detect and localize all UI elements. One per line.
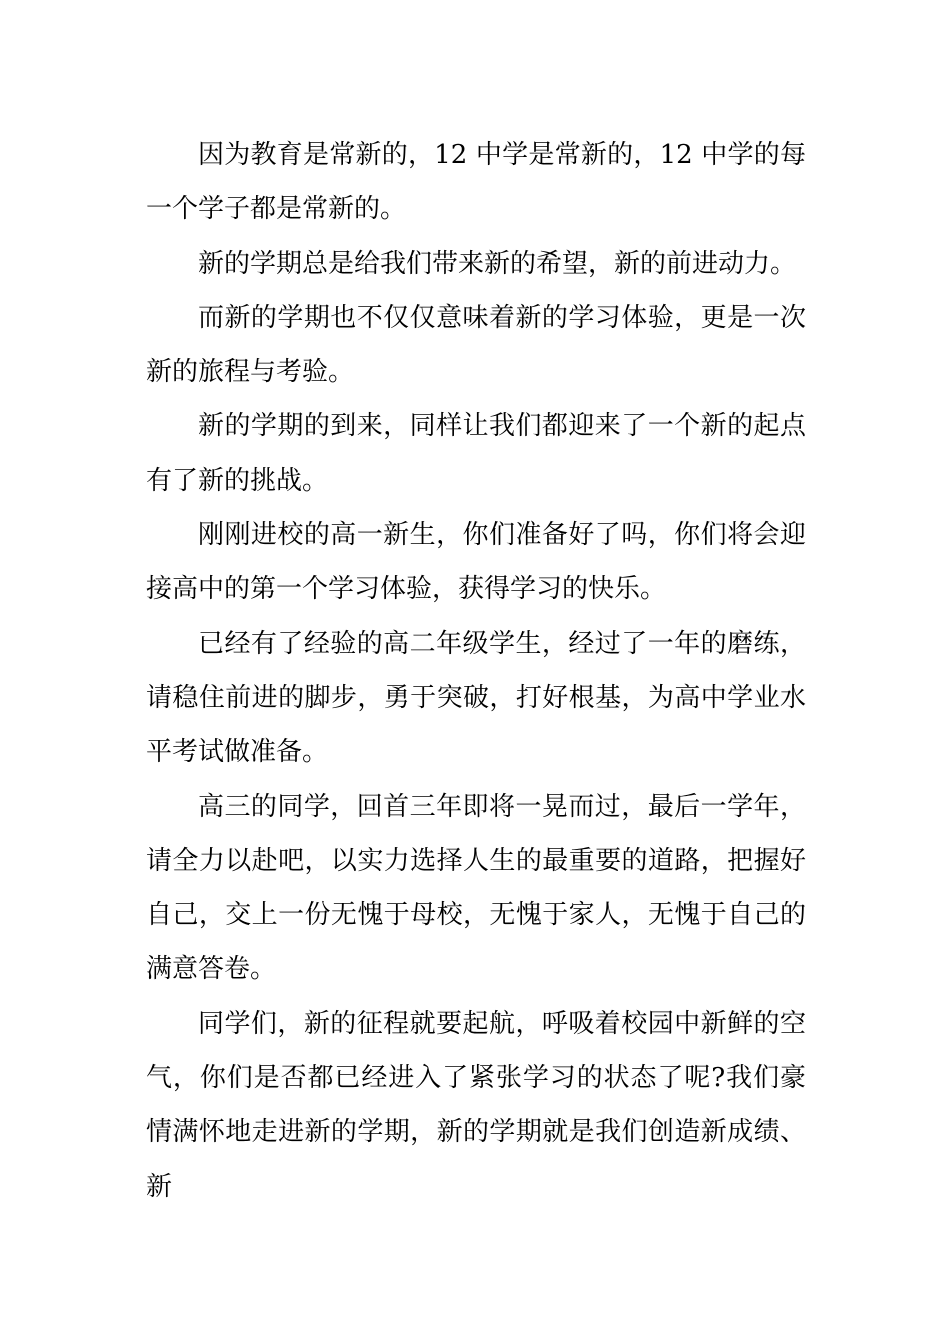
paragraph: 新的学期的到来，同样让我们都迎来了一个新的起点有了新的挑战。 bbox=[146, 411, 806, 496]
paragraph: 因为教育是常新的，12 中学是常新的，12 中学的每一个学子都是常新的。 bbox=[146, 140, 806, 225]
paragraph: 同学们，新的征程就要起航，呼吸着校园中新鲜的空气，你们是否都已经进入了紧张学习的状态了呢?我们豪情满怀地走进新的学期，新的学期就是我们创造新成绩、新 bbox=[146, 1008, 806, 1202]
paragraph: 已经有了经验的高二年级学生，经过了一年的磨练，请稳住前进的脚步，勇于突破，打好根基，为高中学业水平考试做准备。 bbox=[146, 628, 806, 768]
document-body bbox=[146, 128, 806, 1214]
paragraph: 新的学期总是给我们带来新的希望，新的前进动力。 bbox=[198, 248, 797, 279]
paragraph: 高三的同学，回首三年即将一晃而过，最后一学年，请全力以赴吧，以实力选择人生的最重要的道路，把握好自己，交上一份无愧于母校，无愧于家人，无愧于自己的满意答卷。 bbox=[146, 791, 806, 985]
paragraph: 刚刚进校的高一新生，你们准备好了吗，你们将会迎接高中的第一个学习体验，获得学习的快乐。 bbox=[146, 520, 806, 605]
paragraph: 而新的学期也不仅仅意味着新的学习体验，更是一次新的旅程与考验。 bbox=[146, 302, 806, 388]
